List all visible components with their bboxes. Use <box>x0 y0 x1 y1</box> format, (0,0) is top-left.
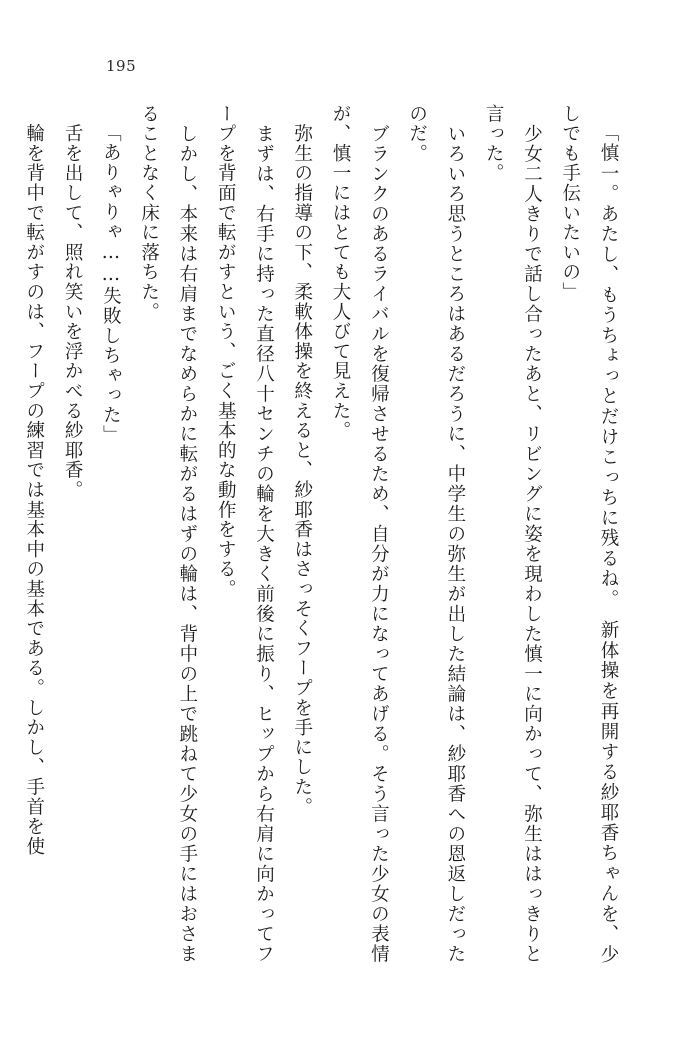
paragraph: 輪を背中で転がすのは、フープの練習では基本中の基本である。しかし、手首を使 <box>23 104 45 857</box>
paragraph: 「ありゃりゃ……失敗しちゃった」 <box>100 122 122 445</box>
body-text <box>23 104 627 964</box>
paragraph: ブランクのあるライバルを復帰させるため、自分が力になってあげる。そう言った少女の表情が、慎一にはとても大人びて見えた。 <box>330 104 390 964</box>
paragraph: 少女二人きりで話し合ったあと、リビングに姿を現わした慎一に向かって、弥生ははっきりと言った。 <box>483 104 543 964</box>
paragraph: 舌を出して、照れ笑いを浮かべる紗耶香。 <box>62 104 84 500</box>
paragraph: 「慎一。あたし、もうちょっとだけこっちに残るね。 新体操を再開する紗耶香ちゃんを、少しでも手伝いたいの」 <box>559 104 619 964</box>
page-number: 195 <box>106 57 137 75</box>
paragraph: 弥生の指導の下、柔軟体操を終えると、紗耶香はさっそくフープを手にした。 <box>291 104 313 817</box>
paragraph: まずは、右手に持った直径八十センチの輪を大きく前後に振り、ヒップから右肩に向かってフープを背面で転がすという、ごく基本的な動作をする。 <box>215 104 275 964</box>
paragraph: しかし、本来は右肩までなめらかに転がるはずの輪は、背中の上で跳ねて少女の手にはおさまることなく床に落ちた。 <box>138 104 198 964</box>
paragraph: いろいろ思うところはあるだろうに、中学生の弥生が出した結論は、紗耶香への恩返しだったのだ。 <box>406 104 466 964</box>
